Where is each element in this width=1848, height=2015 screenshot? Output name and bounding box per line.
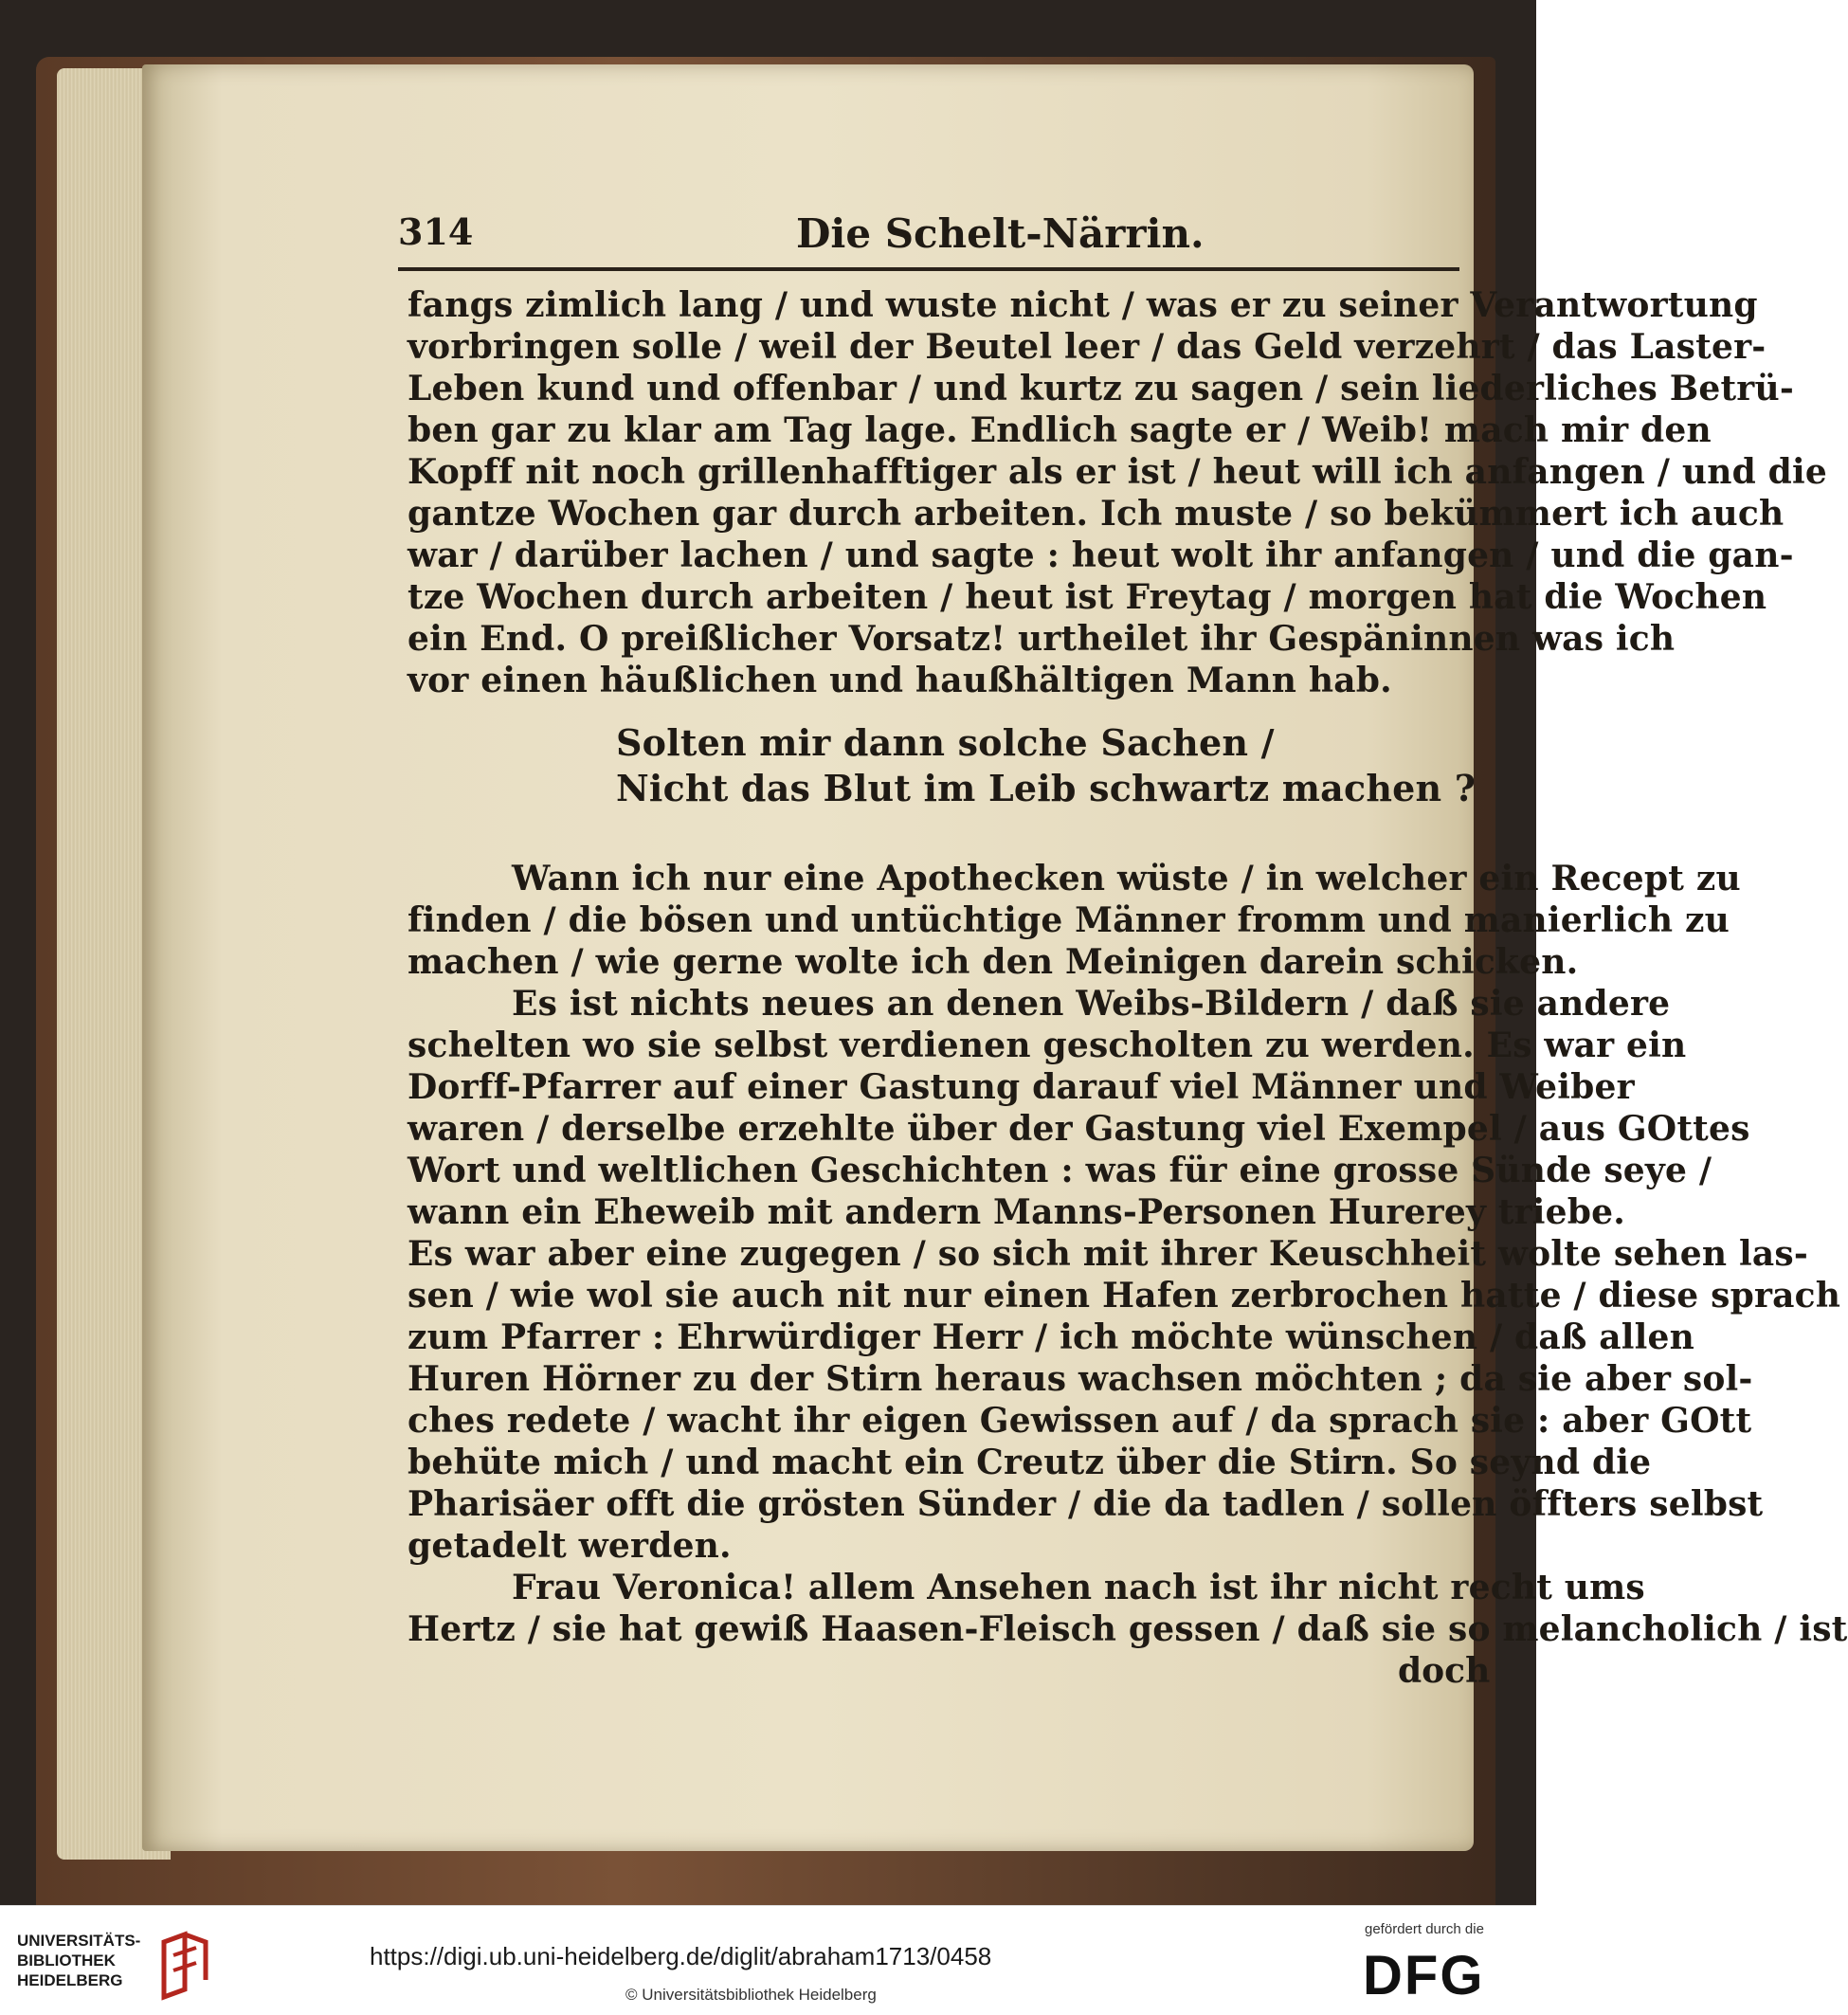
text-line: machen / wie gerne wolte ich den Meinigen darein schicken. <box>408 942 1579 982</box>
text-line: Dorff-Pfarrer auf einer Gastung darauf viel Männer und Weiber <box>408 1067 1635 1107</box>
library-name[interactable] <box>17 1931 140 1990</box>
text-line: war / darüber lachen / und sagte : heut wolt ihr anfangen / und die gan- <box>408 536 1794 575</box>
verse-line: Solten mir dann solche Sachen / <box>616 721 1275 764</box>
dfg-logo-icon[interactable]: DFG <box>1363 1945 1485 2006</box>
library-name-line: UNIVERSITÄTS- <box>17 1932 141 1950</box>
running-head <box>398 210 1459 267</box>
paragraph-3 <box>408 983 1841 1567</box>
library-name-line: BIBLIOTHEK <box>17 1951 116 1970</box>
text-line: sen / wie wol sie auch nit nur einen Hafen zerbrochen hatte / diese sprach <box>408 1276 1841 1316</box>
header-rule <box>398 267 1459 271</box>
text-line: vor einen häußlichen und haußhältigen Mann hab. <box>408 661 1392 700</box>
text-line: Wort und weltlichen Geschichten : was für eine grosse Sünde seye / <box>408 1151 1712 1190</box>
ub-heidelberg-logo-icon[interactable] <box>156 1933 213 2001</box>
text-line: getadelt werden. <box>408 1526 732 1566</box>
running-title: Die Schelt-Närrin. <box>796 210 1205 257</box>
text-line: Pharisäer offt die grösten Sünder / die da tadlen / sollen öffters selbst <box>408 1484 1764 1524</box>
text-line: ein End. O preißlicher Vorsatz! urtheilet ihr Gespäninnen was ich <box>408 619 1676 659</box>
text-line: Es war aber eine zugegen / so sich mit ihrer Keuschheit wolte sehen las- <box>408 1234 1809 1274</box>
text-line: Huren Hörner zu der Stirn heraus wachsen möchten ; da sie aber sol- <box>408 1359 1753 1399</box>
paragraph-4 <box>408 1567 1848 1650</box>
text-line: vorbringen solle / weil der Beutel leer / das Geld verzehrt / das Laster- <box>408 327 1766 367</box>
text-line: wann ein Eheweib mit andern Manns-Personen Hurerey triebe. <box>408 1192 1625 1232</box>
viewer-footer <box>0 1905 1536 2015</box>
text-line: ches redete / wacht ihr eigen Gewissen auf / da sprach sie : aber GOtt <box>408 1401 1752 1441</box>
library-name-line: HEIDELBERG <box>17 1971 123 1989</box>
verse <box>616 720 1477 811</box>
text-line: schelten wo sie selbst verdienen gescholten zu werden. Es war ein <box>408 1026 1687 1065</box>
page-number: 314 <box>398 210 474 253</box>
copyright-notice: © Universitätsbibliothek Heidelberg <box>625 1986 877 2004</box>
text-line: Leben kund und offenbar / und kurtz zu sagen / sein liederliches Betrü- <box>408 369 1794 408</box>
verse-line: Nicht das Blut im Leib schwartz machen ? <box>616 767 1477 809</box>
text-line: Es ist nichts neues an denen Weibs-Bildern / daß sie andere <box>512 984 1671 1024</box>
paragraph-1 <box>408 284 1828 701</box>
catchword: doch <box>1398 1651 1491 1691</box>
text-line: behüte mich / und macht ein Creutz über die Stirn. So seynd die <box>408 1443 1652 1482</box>
text-line: zum Pfarrer : Ehrwürdiger Herr / ich möchte wünschen / daß allen <box>408 1317 1694 1357</box>
text-line: finden / die bösen und untüchtige Männer fromm und manierlich zu <box>408 900 1730 940</box>
text-line: Wann ich nur eine Apothecken wüste / in welcher ein Recept zu <box>512 859 1741 899</box>
text-line: ben gar zu klar am Tag lage. Endlich sagte er / Weib! mach mir den <box>408 410 1712 450</box>
text-line: gantze Wochen gar durch arbeiten. Ich muste / so bekümmert ich auch <box>408 494 1785 534</box>
funding-note: gefördert durch die <box>1365 1921 1484 1937</box>
text-line: Frau Veronica! allem Ansehen nach ist ihr nicht recht ums <box>512 1568 1645 1607</box>
text-line: Kopff nit noch grillenhafftiger als er ist / heut will ich anfangen / und die <box>408 452 1828 492</box>
text-line: Hertz / sie hat gewiß Haasen-Fleisch gessen / daß sie so melancholich / ist <box>408 1609 1848 1649</box>
permalink-url[interactable]: https://digi.ub.uni-heidelberg.de/diglit/abraham1713/0458 <box>370 1942 992 1970</box>
text-line: tze Wochen durch arbeiten / heut ist Freytag / morgen hat die Wochen <box>408 577 1767 617</box>
text-line: waren / derselbe erzehlte über der Gastung viel Exempel / aus GOttes <box>408 1109 1750 1149</box>
text-line: fangs zimlich lang / und wuste nicht / was er zu seiner Verantwortung <box>408 285 1758 325</box>
paragraph-2 <box>408 858 1741 983</box>
